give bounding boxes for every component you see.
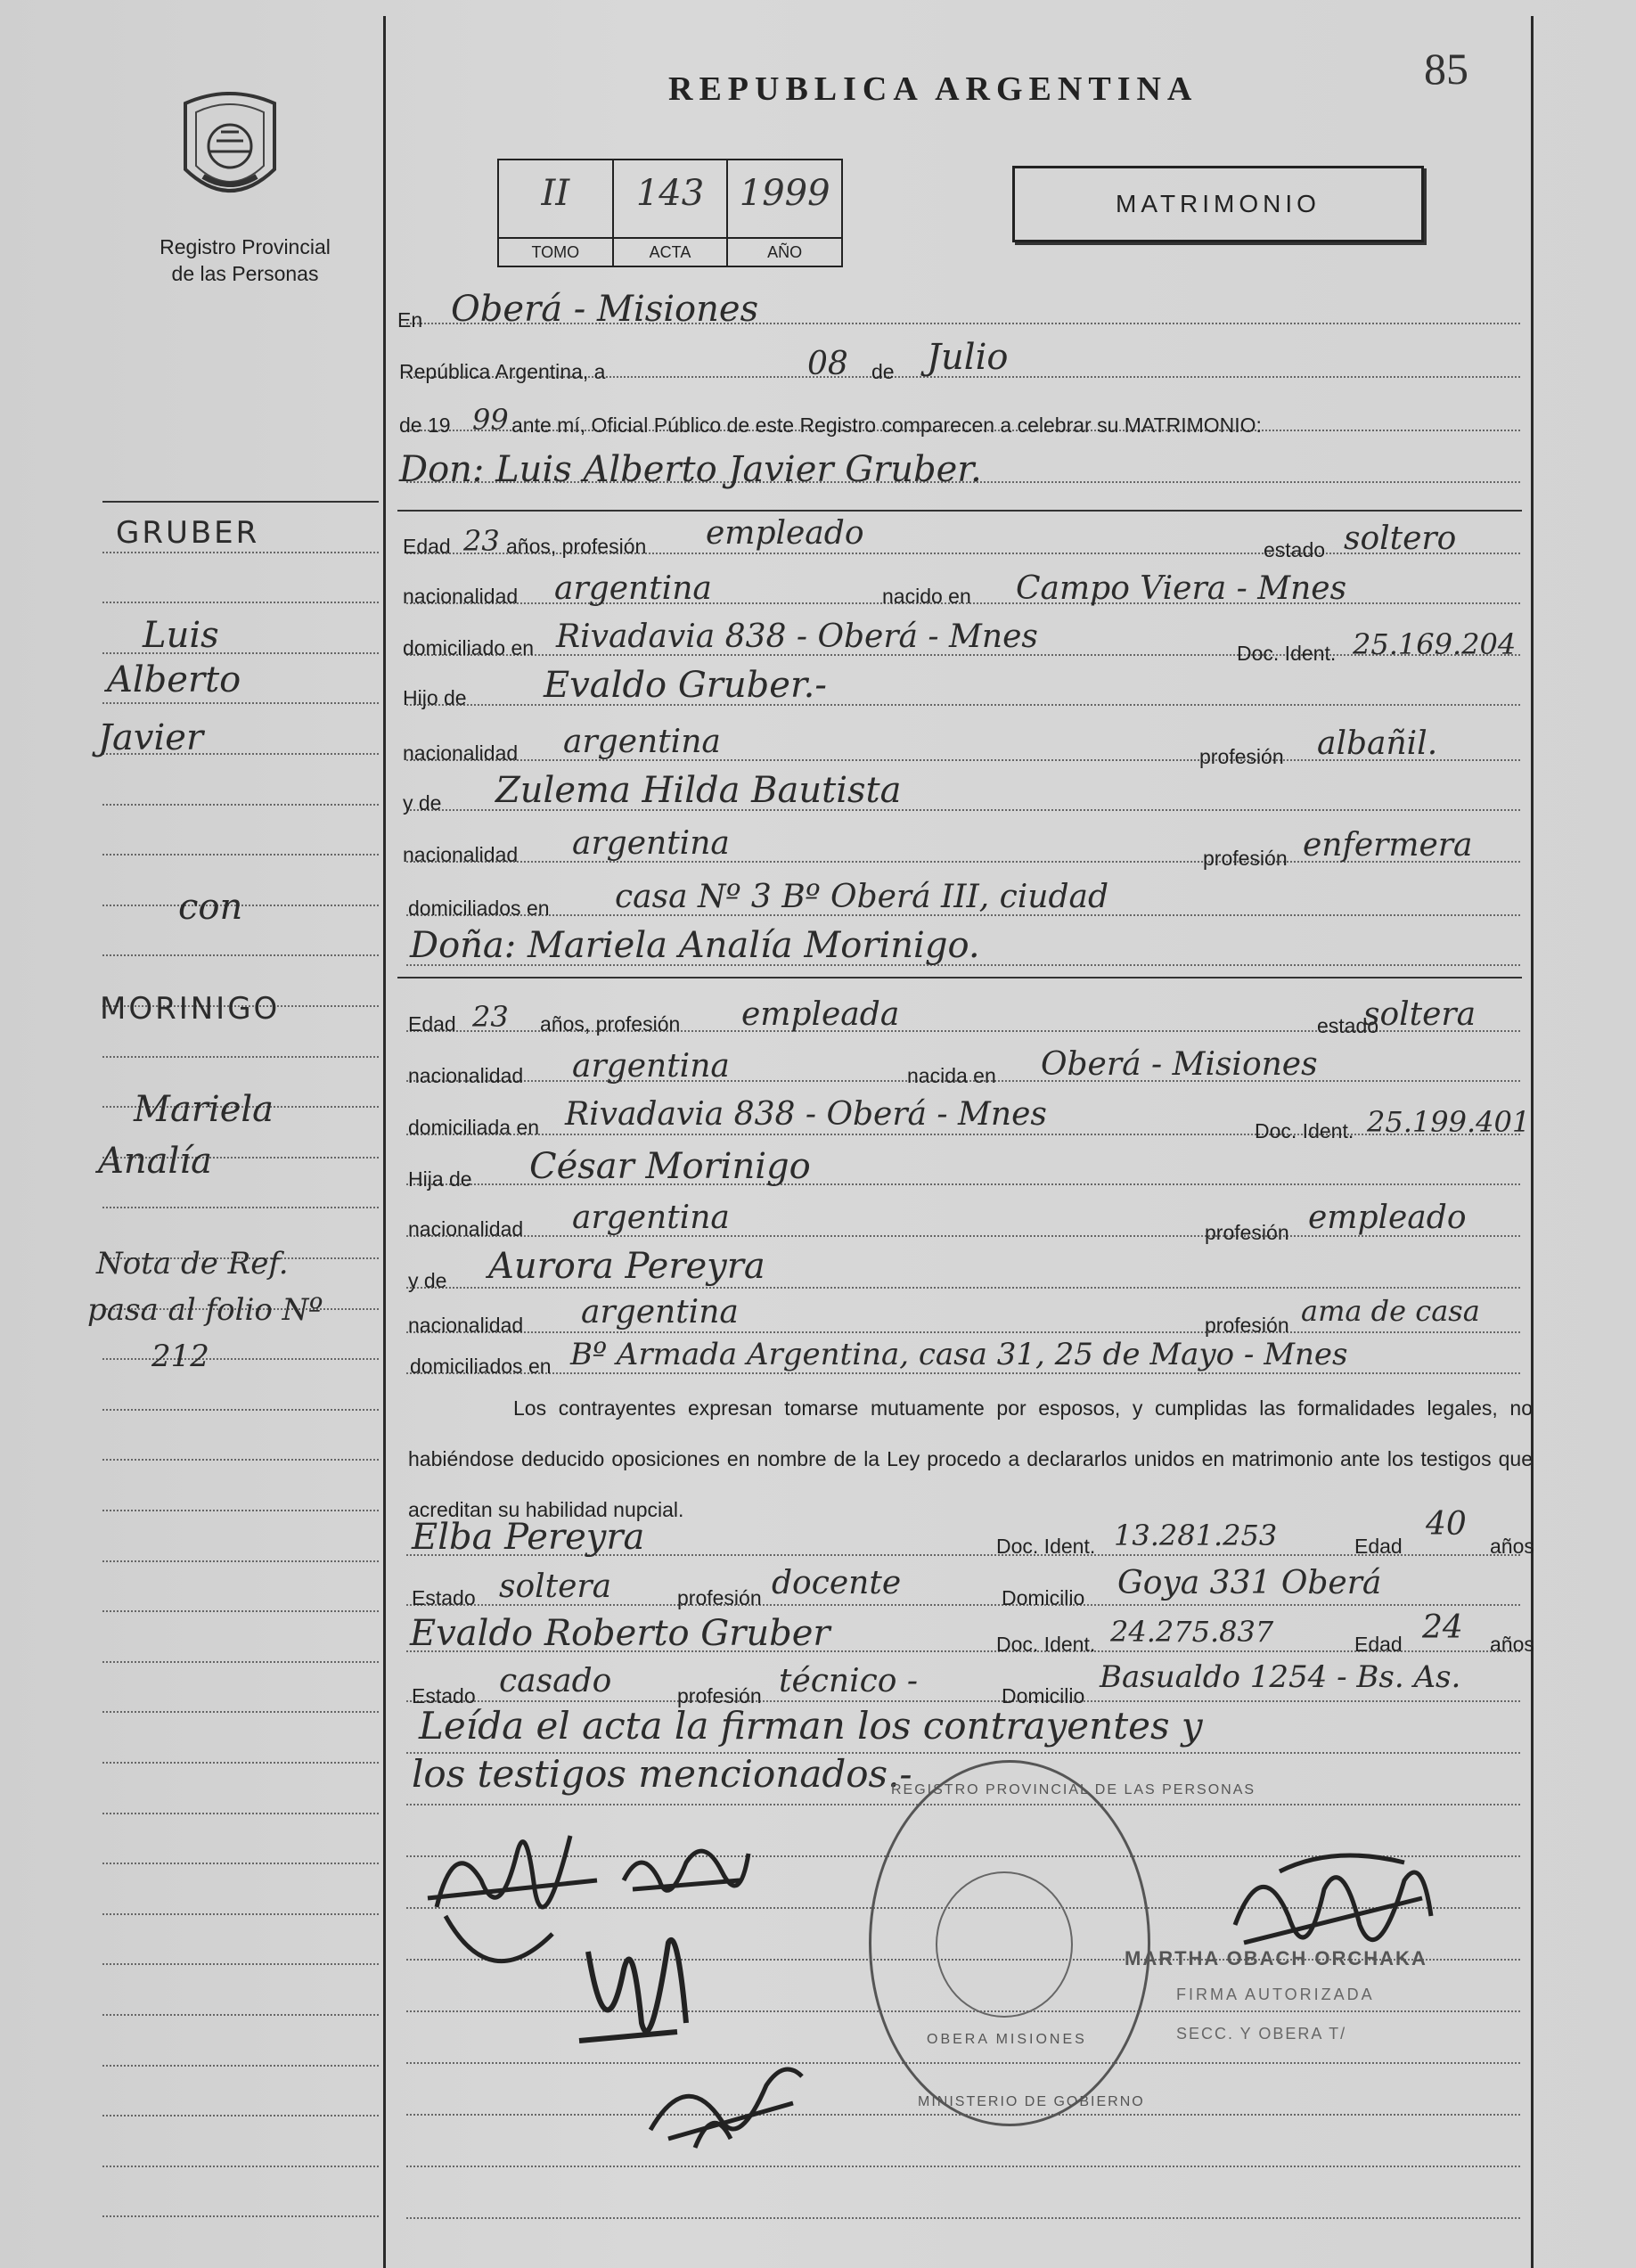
- groom-hijo-label: Hijo de: [403, 686, 467, 709]
- registry-name-text: Registro Provincial de las Personas: [160, 235, 331, 285]
- groom-edad: 23: [463, 524, 500, 558]
- witness-2-doc-label: Doc. Ident.: [996, 1633, 1096, 1656]
- bride-padres-dom-label: domiciliados en: [410, 1355, 552, 1378]
- margin-groom-name-1: Luis: [143, 615, 219, 656]
- margin-ruled-line: [102, 1661, 379, 1663]
- year-value: 99: [472, 403, 509, 437]
- tomo-cell: [499, 160, 614, 266]
- witness-2-edad-label: Edad: [1354, 1633, 1403, 1656]
- bride-nacionalidad: argentina: [572, 1048, 730, 1085]
- witness-1-doc-label: Doc. Ident.: [996, 1535, 1096, 1558]
- bride-padre-prof: empleado: [1308, 1200, 1467, 1236]
- groom-yde-label: y de: [403, 791, 442, 815]
- bride-madre: Aurora Pereyra: [488, 1246, 765, 1287]
- tomo-label: TOMO: [499, 237, 612, 266]
- day-value: 08: [807, 346, 848, 382]
- section-divider: [397, 977, 1522, 978]
- witness-2-profesion: técnico -: [779, 1663, 919, 1699]
- margin-ruled-line: [102, 954, 379, 956]
- stamp-outer-text: REGISTRO PROVINCIAL DE LAS PERSONAS: [891, 1782, 1256, 1797]
- signature-witness-1-icon: [570, 1916, 704, 2067]
- margin-ruled-line: [102, 1510, 379, 1511]
- groom-padre-prof: albañil.: [1317, 725, 1438, 762]
- margin-ruled-line: [102, 1560, 379, 1562]
- bride-padre: César Morinigo: [529, 1146, 811, 1187]
- margin-ruled-line: [102, 2166, 379, 2167]
- witness-2-estado: casado: [499, 1663, 612, 1699]
- margin-ruled-line: [102, 552, 379, 553]
- margin-note-line-1: Nota de Ref.: [96, 1246, 289, 1281]
- registry-name: [125, 233, 365, 287]
- signature-bride-icon: [615, 1827, 757, 1925]
- bride-edad-label: Edad: [408, 1012, 456, 1036]
- de-label: de: [871, 360, 895, 383]
- body-ruled-line: [406, 2217, 1520, 2219]
- margin-bride-name-2: Analía: [98, 1141, 212, 1182]
- groom-padres-dom-label: domiciliados en: [408, 897, 550, 920]
- margin-ruled-line: [102, 2115, 379, 2117]
- acta-cell: [614, 160, 729, 266]
- margin-ruled-line: [102, 1963, 379, 1965]
- margin-ruled-line: [102, 1711, 379, 1713]
- stamp-bottom-text: MINISTERIO DE GOBIERNO: [918, 2094, 1145, 2109]
- witness-2-dom-label: Domicilio: [1002, 1684, 1085, 1707]
- witness-2-doc: 24.275.837: [1110, 1615, 1274, 1649]
- section-divider: [397, 510, 1522, 512]
- groom-padres-dom: casa Nº 3 Bº Oberá III, ciudad: [615, 879, 1108, 915]
- month-value: Julio: [927, 337, 1009, 378]
- anio-value: 1999: [739, 173, 830, 214]
- body-ruled-line: [406, 1700, 1520, 1702]
- margin-ruled-line: [102, 2065, 379, 2067]
- groom-padre: Evaldo Gruber.-: [544, 665, 827, 706]
- groom-madre-prof-label: profesión: [1203, 847, 1288, 870]
- groom-padre-prof-label: profesión: [1199, 745, 1284, 768]
- bride-padre-nac: argentina: [572, 1200, 730, 1236]
- tomo-value: II: [541, 173, 570, 214]
- groom-madre-prof: enfermera: [1303, 827, 1473, 864]
- right-margin-rule: [1531, 16, 1534, 2268]
- bride-madre-nac-label: nacionalidad: [408, 1314, 524, 1337]
- record-number-box: [497, 159, 843, 267]
- groom-dom-label: domiciliado en: [403, 636, 535, 659]
- witness-2-domicilio: Basualdo 1254 - Bs. As.: [1100, 1659, 1461, 1695]
- bride-estado-label: estado: [1317, 1014, 1379, 1037]
- witness-1-prof-label: profesión: [677, 1586, 762, 1609]
- bride-madre-nac: argentina: [581, 1294, 739, 1331]
- bride-estado: soltera: [1363, 996, 1476, 1033]
- closing-line-1: Leída el acta la firman los contrayentes y: [419, 1704, 1203, 1748]
- record-type-box: MATRIMONIO: [1012, 166, 1424, 242]
- ante-text: ante mí, Oficial Público de este Registro comparecen a celebrar su MATRIMONIO:: [511, 413, 1262, 437]
- margin-con: con: [178, 887, 243, 928]
- margin-ruled-line: [102, 1610, 379, 1612]
- witness-1-doc: 13.281.253: [1114, 1519, 1278, 1552]
- left-margin-rule: [383, 16, 386, 2268]
- margin-note-line-2: pasa al folio Nº: [87, 1292, 323, 1328]
- groom-edad-label: Edad: [403, 535, 451, 558]
- groom-profesion-label: años, profesión: [506, 535, 647, 558]
- groom-nacionalidad: argentina: [554, 570, 712, 607]
- margin-ruled-line: [102, 1056, 379, 1058]
- page-number: 85: [1424, 44, 1468, 94]
- margin-ruled-line: [102, 1863, 379, 1864]
- groom-estado: soltero: [1344, 520, 1457, 557]
- groom-profesion: empleado: [706, 515, 864, 552]
- margin-ruled-line: [102, 1358, 379, 1360]
- witness-1-dom-label: Domicilio: [1002, 1586, 1085, 1609]
- groom-estado-label: estado: [1264, 538, 1326, 561]
- witness-1-edad-label: Edad: [1354, 1535, 1403, 1558]
- officer-name: MARTHA OBACH ORCHAKA: [1125, 1947, 1427, 1969]
- witness-1-estado-label: Estado: [412, 1586, 476, 1609]
- margin-bride-surname: MORINIGO: [100, 991, 281, 1027]
- bride-profesion-label: años, profesión: [540, 1012, 681, 1036]
- official-stamp-seal: [936, 1871, 1073, 2018]
- country-title: REPUBLICA ARGENTINA: [668, 70, 1198, 108]
- acta-value: 143: [635, 173, 705, 214]
- witness-2-edad: 24: [1422, 1609, 1463, 1646]
- margin-ruled-line: [102, 1409, 379, 1411]
- groom-title: Don: Luis Alberto Javier Gruber.: [399, 449, 982, 490]
- margin-ruled-line: [102, 602, 379, 603]
- margin-ruled-line: [102, 702, 379, 704]
- bride-padre-prof-label: profesión: [1205, 1221, 1289, 1244]
- margin-note-line-3: 212: [151, 1339, 209, 1374]
- margin-ruled-line: [102, 1762, 379, 1764]
- year-label: de 19: [399, 413, 451, 437]
- declaration-text: Los contrayentes expresan tomarse mutuamente por esposos, y cumplidas las formalidades legales, no habiéndose deducido oposiciones en nombre de la Ley procedo a declararlos unidos en matrimonio ante los testigos que acreditan su habilidad nupcial.: [408, 1396, 1533, 1521]
- groom-doc: 25.169.204: [1353, 627, 1517, 661]
- groom-madre: Zulema Hilda Bautista: [495, 770, 902, 811]
- groom-madre-nac: argentina: [572, 825, 730, 862]
- witness-1-domicilio: Goya 331 Oberá: [1117, 1565, 1382, 1601]
- officer-office: SECC. Y OBERA T/: [1176, 2025, 1347, 2043]
- witness-2-name: Evaldo Roberto Gruber: [410, 1613, 830, 1654]
- acta-label: ACTA: [614, 237, 727, 266]
- groom-nacido-label: nacido en: [882, 585, 971, 608]
- bride-yde-label: y de: [408, 1269, 447, 1292]
- margin-ruled-line: [102, 1459, 379, 1461]
- margin-ruled-line: [102, 804, 379, 806]
- bride-padres-dom: Bº Armada Argentina, casa 31, 25 de Mayo - Mnes: [570, 1337, 1348, 1372]
- stamp-inner-text: OBERA MISIONES: [927, 2032, 1087, 2047]
- groom-padre-nac-label: nacionalidad: [403, 741, 519, 765]
- bride-hija-label: Hija de: [408, 1167, 472, 1191]
- officer-role: FIRMA AUTORIZADA: [1176, 1986, 1375, 2003]
- republica-label: República Argentina, a: [399, 360, 606, 383]
- groom-madre-nac-label: nacionalidad: [403, 843, 519, 866]
- margin-groom-surname: GRUBER: [116, 515, 260, 551]
- groom-domicilio: Rivadavia 838 - Oberá - Mnes: [556, 618, 1038, 655]
- margin-groom-name-3: Javier: [98, 717, 204, 758]
- place-value: Oberá - Misiones: [451, 289, 759, 330]
- body-ruled-line: [406, 1331, 1520, 1333]
- bride-madre-prof-label: profesión: [1205, 1314, 1289, 1337]
- witness-1-estado: soltera: [499, 1568, 612, 1605]
- anio-label: AÑO: [728, 237, 841, 266]
- bride-nac-label: nacionalidad: [408, 1064, 524, 1087]
- body-ruled-line: [406, 1372, 1520, 1374]
- bride-edad: 23: [472, 1000, 509, 1034]
- bride-madre-prof: ama de casa: [1301, 1294, 1480, 1328]
- closing-line-2: los testigos mencionados.-: [412, 1752, 912, 1796]
- groom-nac-label: nacionalidad: [403, 585, 519, 608]
- margin-ruled-line: [102, 2215, 379, 2217]
- margin-ruled-line: [102, 1207, 379, 1208]
- provincial-seal-icon: [176, 87, 283, 212]
- groom-nacido: Campo Viera - Mnes: [1016, 570, 1347, 607]
- witness-2-prof-label: profesión: [677, 1684, 762, 1707]
- bride-dom-label: domiciliada en: [408, 1116, 540, 1139]
- witness-2-estado-label: Estado: [412, 1684, 476, 1707]
- body-ruled-line: [406, 1287, 1520, 1289]
- bride-domicilio: Rivadavia 838 - Oberá - Mnes: [565, 1096, 1047, 1133]
- signature-witness-2-icon: [642, 2050, 811, 2157]
- margin-ruled-line: [102, 1813, 379, 1814]
- bride-doc: 25.199.401: [1367, 1105, 1531, 1139]
- margin-ruled-line: [102, 1913, 379, 1915]
- en-label: En: [397, 308, 423, 332]
- groom-padre-nac: argentina: [563, 724, 721, 760]
- witness-1-anios: años: [1490, 1535, 1534, 1558]
- margin-groom-name-2: Alberto: [107, 659, 241, 700]
- anio-cell: [728, 160, 841, 266]
- bride-title: Doña: Mariela Analía Morinigo.: [410, 925, 980, 966]
- margin-bride-name-1: Mariela: [134, 1089, 274, 1130]
- margin-ruled-line: [102, 2014, 379, 2016]
- margin-ruled-line: [102, 854, 379, 856]
- bride-padre-nac-label: nacionalidad: [408, 1217, 524, 1240]
- bride-nacida: Oberá - Misiones: [1041, 1046, 1318, 1083]
- body-ruled-line: [406, 2166, 1520, 2167]
- witness-1-profesion: docente: [772, 1565, 902, 1601]
- witness-2-anios: años: [1490, 1633, 1534, 1656]
- witness-1-name: Elba Pereyra: [412, 1517, 645, 1558]
- groom-doc-label: Doc. Ident.: [1237, 642, 1337, 665]
- margin-top-rule: [102, 501, 379, 503]
- bride-profesion: empleada: [741, 996, 900, 1033]
- bride-nacida-label: nacida en: [907, 1064, 996, 1087]
- bride-doc-label: Doc. Ident.: [1255, 1119, 1354, 1142]
- witness-1-edad: 40: [1426, 1506, 1467, 1543]
